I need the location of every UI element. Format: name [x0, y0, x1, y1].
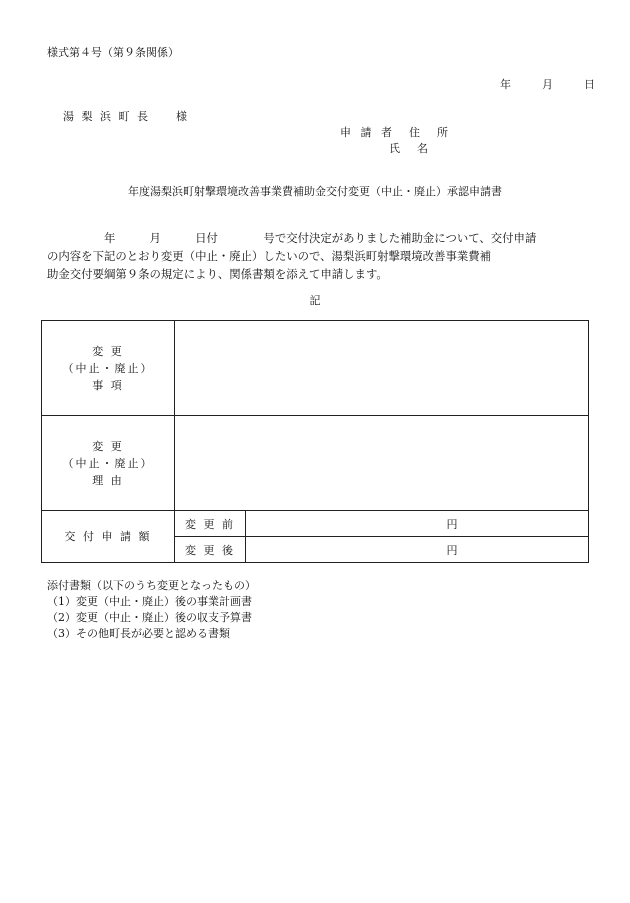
- attachments: [47, 578, 256, 642]
- body-line: 助金交付要綱第９条の規定により、関係書類を添えて申請します。: [47, 267, 388, 281]
- recipient: 湯 梨 浜 町 長 様: [63, 110, 189, 123]
- ki-marker: 記: [309, 294, 321, 307]
- label-line: 変 更: [92, 344, 124, 358]
- change-item-label: [42, 321, 175, 416]
- change-reason-label: [42, 416, 175, 511]
- attachment-item: （2）変更（中止・廃止）後の収支予算書: [47, 611, 252, 624]
- change-request-table: [41, 320, 589, 563]
- label-line: （中止・廃止）: [62, 361, 154, 375]
- date-year-label: 年: [500, 78, 511, 91]
- form-number: 様式第４号（第９条関係）: [47, 46, 179, 59]
- request-body: [47, 229, 587, 283]
- date-month-label: 月: [542, 78, 553, 91]
- change-reason-field[interactable]: [175, 416, 589, 511]
- document-title: 年度湯梨浜町射撃環境改善事業費補助金交付変更（中止・廃止）承認申請書: [128, 185, 502, 198]
- attachments-heading: 添付書類（以下のうち変更となったもの）: [47, 579, 256, 592]
- applicant-name-label: 氏 名: [389, 142, 431, 155]
- after-change-label: 変 更 後: [175, 537, 246, 563]
- label-line: 事 項: [92, 378, 124, 392]
- before-change-amount-field[interactable]: 円: [246, 511, 589, 537]
- before-change-label: 変 更 前: [175, 511, 246, 537]
- body-line: 年 月 日付 号で交付決定がありました補助金について、交付申請: [47, 231, 537, 245]
- label-line: （中止・廃止）: [62, 456, 154, 470]
- grant-amount-label: 交 付 申 請 額: [42, 511, 175, 563]
- after-change-amount-field[interactable]: 円: [246, 537, 589, 563]
- date-day-label: 日: [584, 78, 595, 91]
- body-line: の内容を下記のとおり変更（中止・廃止）したいので、湯梨浜町射撃環境改善事業費補: [47, 249, 492, 263]
- label-line: 変 更: [92, 439, 124, 453]
- attachment-item: （1）変更（中止・廃止）後の事業計画書: [47, 595, 252, 608]
- change-item-field[interactable]: [175, 321, 589, 416]
- applicant-address-label: 申 請 者 住 所: [340, 126, 451, 139]
- label-line: 理 由: [92, 473, 124, 487]
- date-line: [500, 76, 595, 92]
- attachment-item: （3）その他町長が必要と認める書類: [47, 627, 230, 640]
